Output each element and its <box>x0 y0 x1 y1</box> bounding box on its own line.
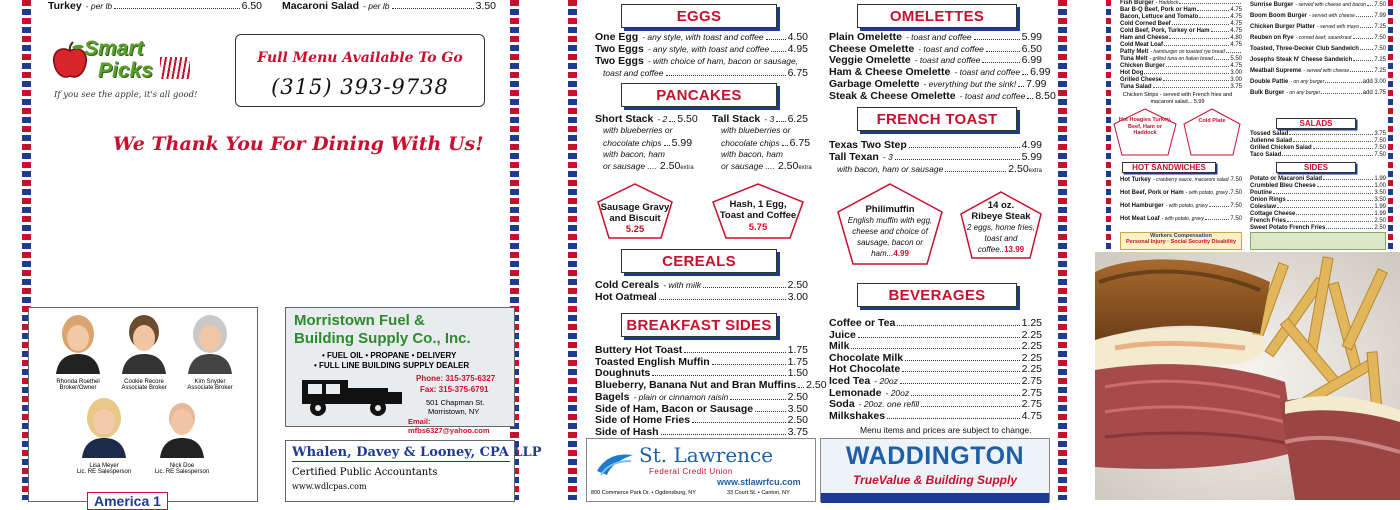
menu-row: Cottage Cheese 1.99 <box>1250 211 1386 217</box>
stl-subtitle: Federal Credit Union <box>649 467 733 476</box>
pancake-option: with bacon, ham <box>603 149 665 159</box>
pancakes-header: PANCAKES <box>621 83 777 107</box>
special-sausage-gravy: Sausage Gravy and Biscuit 5.25 <box>595 182 675 240</box>
menu-row: Reuben on Rye - corned beef, sauerkraut 7.50 <box>1250 35 1386 41</box>
menu-row: Bagels - plain or cinnamon raisin 2.50 <box>595 390 808 403</box>
cpa-title: Whalen, Davey & Looney, CPA LLP <box>292 445 542 460</box>
pancake-meat-row: or sausage .... 2.50 extra <box>721 160 812 172</box>
menu-row: Hot Chocolate 2.25 <box>829 363 1042 376</box>
menu-row: Josephs Steak N' Cheese Sandwich 7.25 <box>1250 57 1386 63</box>
menu-row: Ham and Cheese 4.80 <box>1120 35 1242 41</box>
eggs-header: EGGS <box>621 4 777 28</box>
left-menu-panel <box>0 0 542 509</box>
menu-row: Hot Meat Loaf - with potato, gravy 7.50 <box>1120 216 1242 222</box>
menu-row: Bar B-Q Beef, Pork or Ham 4.75 <box>1120 7 1242 13</box>
menu-row: Double Pattie - on any burger add 3.00 <box>1250 79 1386 85</box>
fuel-line-2: • FULL LINE BUILDING SUPPLY DEALER <box>314 361 470 370</box>
menu-row: Bulk Burger - on any burger add 1.75 <box>1250 90 1386 96</box>
vintage-truck-icon <box>298 374 408 419</box>
menu-row: Juice 2.25 <box>829 328 1042 341</box>
menu-row: Grilled Cheese 3.00 <box>1120 77 1242 83</box>
special-ribeye-steak: 14 oz. Ribeye Steak 2 eggs, home fries, toast and coffee..13.99 <box>958 190 1044 260</box>
fuel-line-1: • FUEL OIL • PROPANE • DELIVERY <box>322 351 457 360</box>
menu-row: Boom Boom Burger - served with cheese 7.99 <box>1250 13 1386 19</box>
lunch-menu-panel <box>1100 0 1400 250</box>
menu-row: Cold Cereals - with milk 2.50 <box>595 279 808 291</box>
agent-card-4: Lisa Meyer Lic. RE Salesperson <box>69 396 139 475</box>
menu-row-continued: toast and coffee 6.75 <box>603 67 808 79</box>
special-hash-egg: Hash, 1 Egg, Toast and Coffee 5.75 <box>710 182 806 240</box>
menu-row: Cheese Omelette - toast and coffee 6.50 <box>829 42 1042 55</box>
reuben-sandwich-photo <box>1095 252 1400 500</box>
agent-card-3: Kim Snyder Associate Broker <box>175 312 245 391</box>
menu-row: Doughnuts 1.50 <box>595 367 808 380</box>
agent-photo <box>122 312 166 374</box>
stl-website[interactable]: www.stlawrfcu.com <box>717 477 801 487</box>
menu-row: Poutine 3.50 <box>1250 190 1386 196</box>
apple-icon <box>52 41 88 81</box>
fuel-phone: Phone: 315-375-6327 <box>416 374 496 383</box>
cpa-ad <box>285 440 542 502</box>
menu-row: Potato or Macaroni Salad 1.99 <box>1250 176 1386 182</box>
salads-header: SALADS <box>1276 118 1356 129</box>
french-toast-header: FRENCH TOAST <box>857 107 1017 131</box>
pancake-meat-row: or sausage .... 2.50 extra <box>603 160 694 172</box>
menu-row: Hot Dog 3.00 <box>1120 70 1242 76</box>
waddington-title: WADDINGTON <box>845 442 1025 470</box>
menu-row: Soda - 20oz. one refill 2.75 <box>829 398 1042 411</box>
menu-row: Tuna Melt - grilled tuna on Italian bread 5.50 <box>1120 56 1242 62</box>
menu-row: Coleslaw 1.99 <box>1250 204 1386 210</box>
stl-address-2: 33 Court St. • Canton, NY <box>727 490 790 496</box>
fuel-title-2: Building Supply Co., Inc. <box>294 330 471 347</box>
hot-hoagies-special: Hot Hoagies Turkey, Beef, Ham or Haddock <box>1112 108 1178 156</box>
menu-row: Julienne Salad 7.50 <box>1250 138 1386 144</box>
agent-card-2: Cookie Recore Associate Broker <box>109 312 179 391</box>
breakfast-menu-panel <box>568 0 1068 500</box>
menu-row-macaroni-salad: Macaroni Salad - per lb 3.50 <box>282 0 496 12</box>
fuel-address-2: Morristown, NY <box>428 407 480 416</box>
waddington-truevalue-ad <box>820 438 1050 502</box>
workers-comp-ad: Workers Compensation Personal Injury · Social Security Disability <box>1120 232 1242 250</box>
left-border-stripe <box>1106 0 1111 250</box>
menu-row: Hot Turkey - cranberry sauce, macaroni salad 7.50 <box>1120 177 1243 183</box>
menu-row-tall-stack: Tall Stack - 3 6.25 <box>712 113 808 125</box>
agent-photo <box>160 396 204 458</box>
menu-row: Veggie Omelette - toast and coffee 6.99 <box>829 54 1042 67</box>
pancake-option: with blueberries or <box>721 125 791 135</box>
menu-row-short-stack: Short Stack - 2 5.50 <box>595 113 698 125</box>
menu-row: Lemonade - 20oz 2.75 <box>829 386 1042 399</box>
right-footer-ad <box>1250 232 1386 250</box>
menu-row: Fish Burger - Haddock <box>1120 0 1242 6</box>
menu-row: Cold Beef, Pork, Turkey or Ham 4.75 <box>1120 28 1242 34</box>
logo-word-picks: Picks <box>98 59 153 82</box>
takeout-phone-box <box>235 34 485 107</box>
fuel-address-1: 501 Chapman St. <box>426 398 485 407</box>
menu-row-turkey: Turkey - per lb 6.50 <box>48 0 262 12</box>
agent-photo <box>188 312 232 374</box>
menu-row: Ham & Cheese Omelette - toast and coffee 6.99 <box>829 66 1051 79</box>
right-border-stripe <box>1388 0 1393 250</box>
cpa-website[interactable]: www.wdlcpas.com <box>292 482 367 491</box>
fuel-fax: Fax: 315-375-6791 <box>420 385 489 394</box>
menu-row: Cold Corned Beef 4.75 <box>1120 21 1242 27</box>
menu-row: Side of Hash 3.75 <box>595 425 808 438</box>
price-disclaimer: Menu items and prices are subject to change. <box>860 425 1032 435</box>
morristown-fuel-ad <box>285 307 515 435</box>
menu-row: French Fries 2.50 <box>1250 218 1386 224</box>
menu-row: Chicken Burger 4.75 <box>1120 63 1242 69</box>
left-border-stripe <box>568 0 577 500</box>
smart-picks-logo <box>52 35 198 105</box>
pancake-chips-row: chocolate chips 5.99 <box>603 137 693 149</box>
agent-photo <box>56 312 100 374</box>
pancake-option: with blueberries or <box>603 125 673 135</box>
agent-card-5: Nick Doe Lic. RE Salesperson <box>147 396 217 475</box>
stl-title: St. Lawrence <box>639 443 774 467</box>
logo-stripes <box>160 57 190 79</box>
waddington-subtitle: TrueValue & Building Supply <box>852 473 1017 487</box>
menu-row: Side of Ham, Bacon or Sausage 3.50 <box>595 402 808 415</box>
sandwich-photo-illustration <box>1095 252 1400 500</box>
menu-row: Tuna Salad 3.75 <box>1120 84 1242 90</box>
menu-row: Meatball Supreme - served with cheese 7.25 <box>1250 68 1386 74</box>
logo-tagline: If you see the apple, it's all good! <box>54 90 198 100</box>
menu-row: Grilled Chicken Salad 7.50 <box>1250 145 1386 151</box>
agent-brand-logo: America 1 <box>87 492 168 510</box>
cold-plate-special: Cold Plate <box>1182 108 1242 156</box>
menu-row: One Egg - any style, with toast and coffee 4.50 <box>595 31 808 43</box>
agent-card-1: Rhonda Roethel Broker/Owner <box>43 312 113 391</box>
menu-row: Sunrise Burger - served with cheese and bacon 7.50 <box>1250 2 1386 8</box>
credit-union-logo-icon <box>595 447 635 477</box>
menu-row: Milk 2.25 <box>829 340 1042 353</box>
menu-row: Bacon, Lettuce and Tomato 4.75 <box>1120 14 1242 20</box>
menu-row: Sweet Potato French Fries 2.50 <box>1250 225 1386 231</box>
cpa-divider <box>292 461 510 462</box>
cereals-header: CEREALS <box>621 249 777 273</box>
full-menu-text: Full Menu Available To Go <box>257 50 463 66</box>
sides-header: SIDES <box>1276 162 1356 173</box>
menu-row: Texas Two Step 4.99 <box>829 139 1042 151</box>
menu-row: Blueberry, Banana Nut and Bran Muffins 2.50 <box>595 379 827 392</box>
menu-row: Garbage Omelette - everything but the sink! 7.99 <box>829 77 1047 90</box>
real-estate-agents-ad <box>28 307 258 509</box>
omelettes-header: OMELETTES <box>857 4 1017 28</box>
menu-row: Toasted, Three-Decker Club Sandwich 7.50 <box>1250 46 1386 52</box>
breakfast-sides-header: BREAKFAST SIDES <box>621 313 777 337</box>
chicken-strips-note: Chicken Strips - served with French fries and macaroni salad... 5.99 <box>1122 92 1233 105</box>
cpa-subtitle: Certified Public Accountants <box>292 467 438 478</box>
menu-row: Crumbled Bleu Cheese 1.00 <box>1250 183 1386 189</box>
waddington-footer-bar <box>821 493 1049 503</box>
french-toast-meat-row: with bacon, ham or sausage 2.50 extra <box>837 163 1042 175</box>
menu-row: Two Eggs - with choice of ham, bacon or sausage, <box>595 55 799 67</box>
hot-sandwiches-header: HOT SANDWICHES <box>1122 162 1216 173</box>
menu-row: Chocolate Milk 2.25 <box>829 351 1042 364</box>
phone-number[interactable]: (315) 393-9738 <box>271 75 449 99</box>
menu-row: Patty Melt - hamburger on toasted rye bread <box>1120 49 1242 55</box>
menu-row: Steak & Cheese Omelette - toast and coffee 8.50 <box>829 89 1056 102</box>
stl-address-1: 800 Commerce Park Dr. • Ogdensburg, NY <box>591 490 696 496</box>
logo-word-smart: Smart <box>84 37 144 60</box>
pancake-chips-row: chocolate chips 6.75 <box>721 137 811 149</box>
special-philimuffin: Philimuffin English muffin with egg, cheese and choice of sausage, bacon or ham...4.99 <box>835 182 945 266</box>
menu-row: Toasted English Muffin 1.75 <box>595 355 808 368</box>
menu-row: Two Eggs - any style, with toast and coffee 4.95 <box>595 43 808 55</box>
menu-row: Hot Beef, Pork or Ham - with potato, gravy 7.50 <box>1120 190 1242 196</box>
beverages-header: BEVERAGES <box>857 283 1017 307</box>
menu-row: Cold Meat Loaf 4.75 <box>1120 42 1242 48</box>
menu-row: Buttery Hot Toast 1.75 <box>595 344 808 356</box>
pancake-option: with bacon, ham <box>721 149 783 159</box>
menu-row: Iced Tea - 20oz 2.75 <box>829 375 1042 387</box>
menu-row: Hot Oatmeal 3.00 <box>595 291 808 303</box>
st-lawrence-fcu-ad <box>586 438 816 502</box>
menu-row: Chicken Burger Platter - served with mayo 7.25 <box>1250 24 1386 30</box>
menu-row: Hot Hamburger - with potato, gravy 7.50 <box>1120 203 1242 209</box>
menu-row: Coffee or Tea 1.25 <box>829 317 1042 329</box>
menu-row: Taco Salad 7.50 <box>1250 152 1386 158</box>
menu-row: Tall Texan - 3 5.99 <box>829 151 1042 163</box>
menu-row: Tossed Salad 3.75 <box>1250 131 1386 137</box>
right-border-stripe <box>1058 0 1067 500</box>
menu-row: Plain Omelette - toast and coffee 5.99 <box>829 31 1042 43</box>
agent-photo <box>82 396 126 458</box>
fuel-title-1: Morristown Fuel & <box>294 312 425 329</box>
menu-row: Onion Rings 3.50 <box>1250 197 1386 203</box>
thank-you-message: We Thank You For Dining With Us! <box>113 133 484 155</box>
menu-row: Milkshakes 4.75 <box>829 409 1042 422</box>
fuel-email[interactable]: Email: mfbs6327@yahoo.com <box>408 417 490 435</box>
menu-row: Side of Home Fries 2.50 <box>595 414 808 427</box>
